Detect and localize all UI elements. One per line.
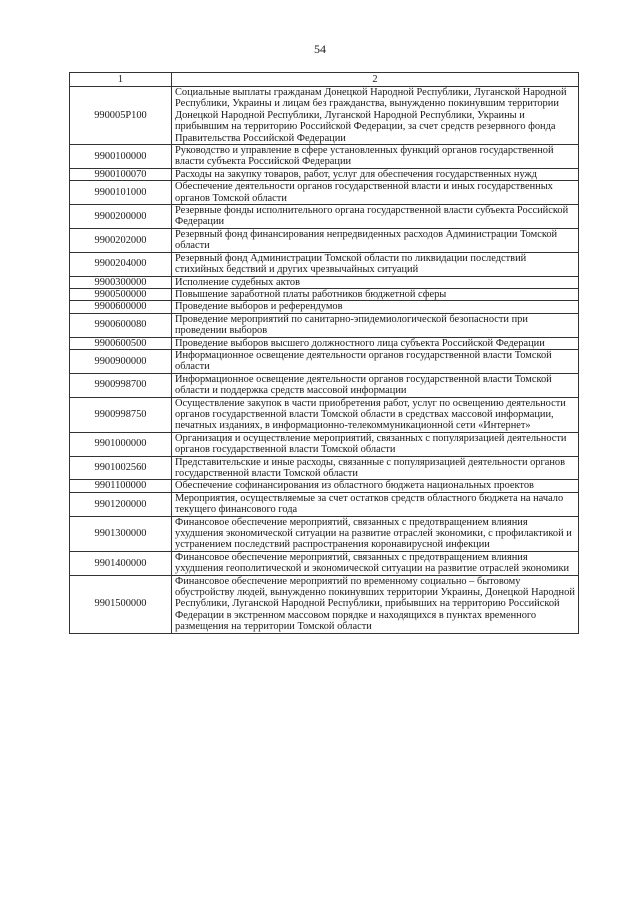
table-row: [70, 87, 579, 145]
row-name-cell: Представительские и иные расходы, связанные с популяризацией деятельности органов государственной власти Томской области: [172, 456, 579, 480]
column-header-name: 2: [172, 73, 579, 87]
row-name-cell: Организация и осуществление мероприятий, связанных с популяризацией деятельности органов государственной власти Томской области: [172, 432, 579, 456]
row-name-cell: Повышение заработной платы работников бюджетной сферы: [172, 288, 579, 300]
table-row: [70, 313, 579, 337]
row-name-cell: Финансовое обеспечение мероприятий, связанных с предотвращением влияния ухудшения геополитической и экономической ситуации на развитие отраслей экономики: [172, 551, 579, 575]
row-code-cell: 9900100000: [70, 145, 172, 169]
row-name-cell: Резервный фонд Администрации Томской области по ликвидации последствий стихийных бедствий и других чрезвычайных ситуаций: [172, 252, 579, 276]
row-name-cell: Исполнение судебных актов: [172, 276, 579, 288]
row-code-cell: 9901002560: [70, 456, 172, 480]
row-name-cell: Социальные выплаты гражданам Донецкой Народной Республики, Луганской Народной Республики, Украины и лицам без гражданства, вынужденно покинувшим территории Донецкой Народной Республики, Луганской Народной Республики, Украины и прибывшим на территорию Российской Федерации, за счет средств резервного фонда Правительства Российской Федерации: [172, 87, 579, 145]
table-row: [70, 205, 579, 229]
row-code-cell: 9901100000: [70, 480, 172, 492]
row-code-cell: 9900300000: [70, 276, 172, 288]
table-body: [70, 87, 579, 634]
row-code-cell: 9901500000: [70, 575, 172, 633]
column-header-code: 1: [70, 73, 172, 87]
table-row: [70, 397, 579, 432]
table-row: [70, 228, 579, 252]
table-row: [70, 373, 579, 397]
row-name-cell: Резервные фонды исполнительного органа государственной власти субъекта Российской Федерации: [172, 205, 579, 229]
row-code-cell: 9900101000: [70, 181, 172, 205]
row-code-cell: 9900998700: [70, 373, 172, 397]
row-name-cell: Информационное освещение деятельности органов государственной власти Томской области: [172, 349, 579, 373]
table-row: [70, 480, 579, 492]
row-name-cell: Мероприятия, осуществляемые за счет остатков средств областного бюджета на начало текущего финансового года: [172, 492, 579, 516]
row-code-cell: 9901400000: [70, 551, 172, 575]
page-number: 54: [314, 42, 326, 56]
table-row: [70, 516, 579, 551]
table-row: [70, 551, 579, 575]
table-row: [70, 432, 579, 456]
row-code-cell: 9901000000: [70, 432, 172, 456]
table-row: [70, 276, 579, 288]
table-row: [70, 492, 579, 516]
row-name-cell: Финансовое обеспечение мероприятий по временному социально – бытовому обустройству людей, вынужденно покинувших территории Украины, Донецкой Народной Республики, Луганской Народной Республики, прибывших на территорию Российской Федерации в экстренном массовом порядке и находящихся в пунктах временного размещения на территории Томской области: [172, 575, 579, 633]
row-name-cell: Проведение мероприятий по санитарно-эпидемиологической безопасности при проведении выборов: [172, 313, 579, 337]
table-header-row: [70, 73, 579, 87]
row-code-cell: 9900200000: [70, 205, 172, 229]
row-name-cell: Проведение выборов высшего должностного лица субъекта Российской Федерации: [172, 337, 579, 349]
table-row: [70, 456, 579, 480]
table-row: [70, 168, 579, 180]
table-row: [70, 337, 579, 349]
row-name-cell: Обеспечение деятельности органов государственной власти и иных государственных органов Томской области: [172, 181, 579, 205]
row-code-cell: 9901200000: [70, 492, 172, 516]
row-code-cell: 990005Р100: [70, 87, 172, 145]
table-row: [70, 349, 579, 373]
row-code-cell: 9900600080: [70, 313, 172, 337]
row-code-cell: 9900500000: [70, 288, 172, 300]
row-code-cell: 9900600500: [70, 337, 172, 349]
row-name-cell: Руководство и управление в сфере установленных функций органов государственной власти субъекта Российской Федерации: [172, 145, 579, 169]
table-row: [70, 575, 579, 633]
row-code-cell: 9900998750: [70, 397, 172, 432]
row-name-cell: Резервный фонд финансирования непредвиденных расходов Администрации Томской области: [172, 228, 579, 252]
row-name-cell: Финансовое обеспечение мероприятий, связанных с предотвращением влияния ухудшения экономической ситуации на развитие отраслей экономики, с профилактикой и устранением последствий распространения коронавирусной инфекции: [172, 516, 579, 551]
table-row: [70, 301, 579, 313]
row-code-cell: 9900204000: [70, 252, 172, 276]
row-code-cell: 9900202000: [70, 228, 172, 252]
table-row: [70, 288, 579, 300]
row-name-cell: Обеспечение софинансирования из областного бюджета национальных проектов: [172, 480, 579, 492]
row-code-cell: 9900600000: [70, 301, 172, 313]
row-code-cell: 9901300000: [70, 516, 172, 551]
row-name-cell: Расходы на закупку товаров, работ, услуг для обеспечения государственных нужд: [172, 168, 579, 180]
row-code-cell: 9900100070: [70, 168, 172, 180]
row-name-cell: Проведение выборов и референдумов: [172, 301, 579, 313]
table-row: [70, 252, 579, 276]
budget-classification-table: [69, 72, 579, 634]
row-code-cell: 9900900000: [70, 349, 172, 373]
row-name-cell: Информационное освещение деятельности органов государственной власти Томской области и поддержка средств массовой информации: [172, 373, 579, 397]
row-name-cell: Осуществление закупок в части приобретения работ, услуг по освещению деятельности органов государственной власти Томской области в средствах массовой информации, печатных изданиях, в информационно-телекоммуникационной сети «Интернет»: [172, 397, 579, 432]
table-row: [70, 145, 579, 169]
table-row: [70, 181, 579, 205]
